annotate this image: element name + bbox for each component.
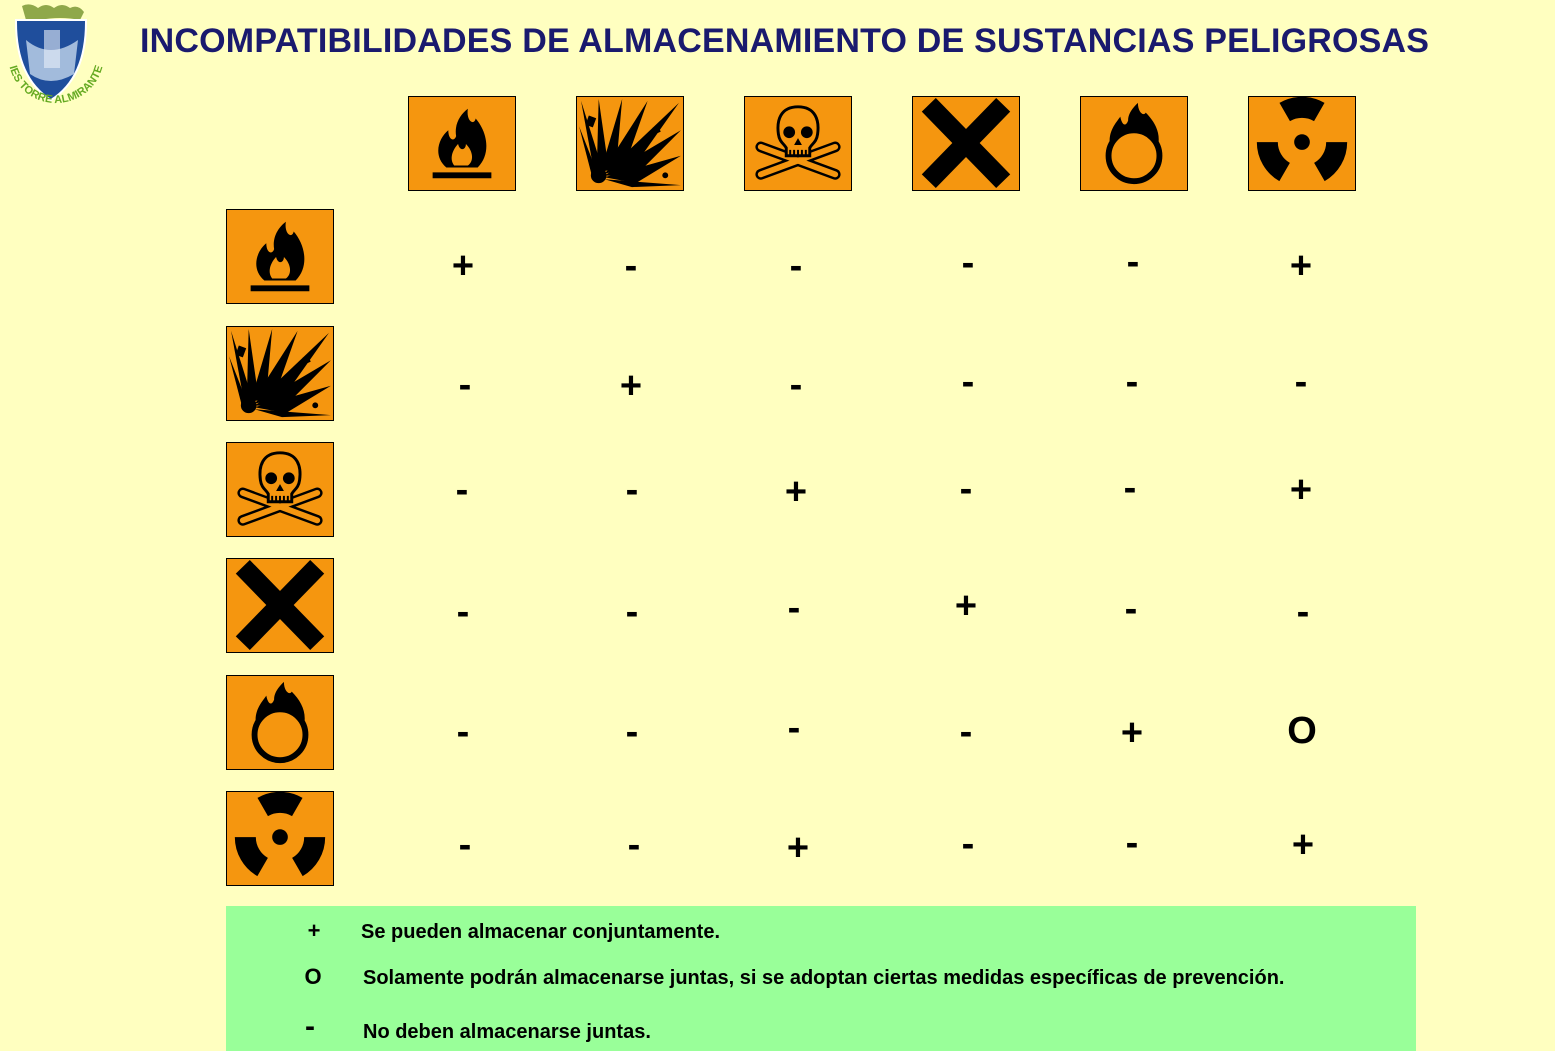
matrix-cell: + — [1289, 469, 1313, 511]
matrix-cell: - — [458, 824, 472, 866]
column-header-radioactive — [1248, 96, 1356, 191]
legend-text-conditional: Solamente podrán almacenarse juntas, si se adoptan ciertas medidas específicas de prevención. — [363, 967, 1285, 989]
matrix-cell: + — [784, 471, 808, 513]
matrix-cell: - — [625, 591, 639, 633]
school-logo-icon — [0, 0, 112, 118]
matrix-cell: - — [625, 469, 639, 511]
matrix-cell: + — [1289, 245, 1313, 287]
matrix-cell: + — [451, 245, 475, 287]
skull-crossbones-icon — [745, 97, 851, 190]
matrix-cell: - — [959, 711, 973, 753]
matrix-cell: - — [624, 245, 638, 287]
matrix-cell: - — [625, 711, 639, 753]
matrix-cell: - — [787, 587, 801, 629]
row-header-flammable — [226, 209, 334, 304]
matrix-cell: O — [1287, 710, 1317, 752]
row-header-toxic — [226, 442, 334, 537]
matrix-cell: - — [1125, 822, 1139, 864]
school-logo — [0, 0, 112, 118]
matrix-cell: - — [455, 469, 469, 511]
legend-text-incompatible: No deben almacenarse juntas. — [363, 1021, 651, 1043]
explosion-icon — [227, 327, 333, 420]
column-header-oxidizing — [1080, 96, 1188, 191]
matrix-cell: - — [789, 245, 803, 287]
matrix-cell: - — [456, 591, 470, 633]
matrix-cell: - — [456, 711, 470, 753]
page-title: INCOMPATIBILIDADES DE ALMACENAMIENTO DE SUSTANCIAS PELIGROSAS — [140, 22, 1430, 60]
matrix-cell: - — [1296, 591, 1310, 633]
column-header-toxic — [744, 96, 852, 191]
legend-box — [226, 906, 1416, 1051]
legend-text-compatible: Se pueden almacenar conjuntamente. — [361, 921, 720, 943]
flame-over-circle-icon — [227, 676, 333, 769]
row-header-harmful — [226, 558, 334, 653]
skull-crossbones-icon — [227, 443, 333, 536]
matrix-cell: + — [954, 585, 978, 627]
cross-x-icon — [913, 97, 1019, 190]
matrix-cell: + — [1120, 712, 1144, 754]
radiation-trefoil-icon — [1249, 97, 1355, 190]
matrix-cell: + — [786, 827, 810, 869]
logo-text: IES TORRE ALMIRANTE — [6, 63, 106, 107]
matrix-cell: - — [1124, 588, 1138, 630]
row-header-oxidizing — [226, 675, 334, 770]
matrix-cell: - — [787, 707, 801, 749]
matrix-cell: - — [458, 364, 472, 406]
column-header-harmful — [912, 96, 1020, 191]
legend-symbol-o: O — [304, 964, 322, 989]
column-header-flammable — [408, 96, 516, 191]
row-header-radioactive — [226, 791, 334, 886]
flame-over-circle-icon — [1081, 97, 1187, 190]
flame-icon — [227, 210, 333, 303]
matrix-cell: - — [959, 468, 973, 510]
row-header-explosive — [226, 326, 334, 421]
radiation-trefoil-icon — [227, 792, 333, 885]
matrix-cell: - — [961, 823, 975, 865]
flame-icon — [409, 97, 515, 190]
matrix-cell: + — [1291, 824, 1315, 866]
legend-symbol-plus: + — [307, 918, 321, 943]
column-header-explosive — [576, 96, 684, 191]
matrix-cell: - — [961, 361, 975, 403]
matrix-cell: - — [1294, 361, 1308, 403]
matrix-cell: - — [1126, 241, 1140, 283]
matrix-cell: - — [627, 824, 641, 866]
matrix-cell: - — [1125, 361, 1139, 403]
matrix-cell: + — [619, 365, 643, 407]
matrix-cell: - — [961, 242, 975, 284]
explosion-icon — [577, 97, 683, 190]
legend-symbol-minus: - — [305, 1010, 315, 1043]
matrix-cell: - — [1123, 467, 1137, 509]
matrix-cell: - — [789, 364, 803, 406]
cross-x-icon — [227, 559, 333, 652]
